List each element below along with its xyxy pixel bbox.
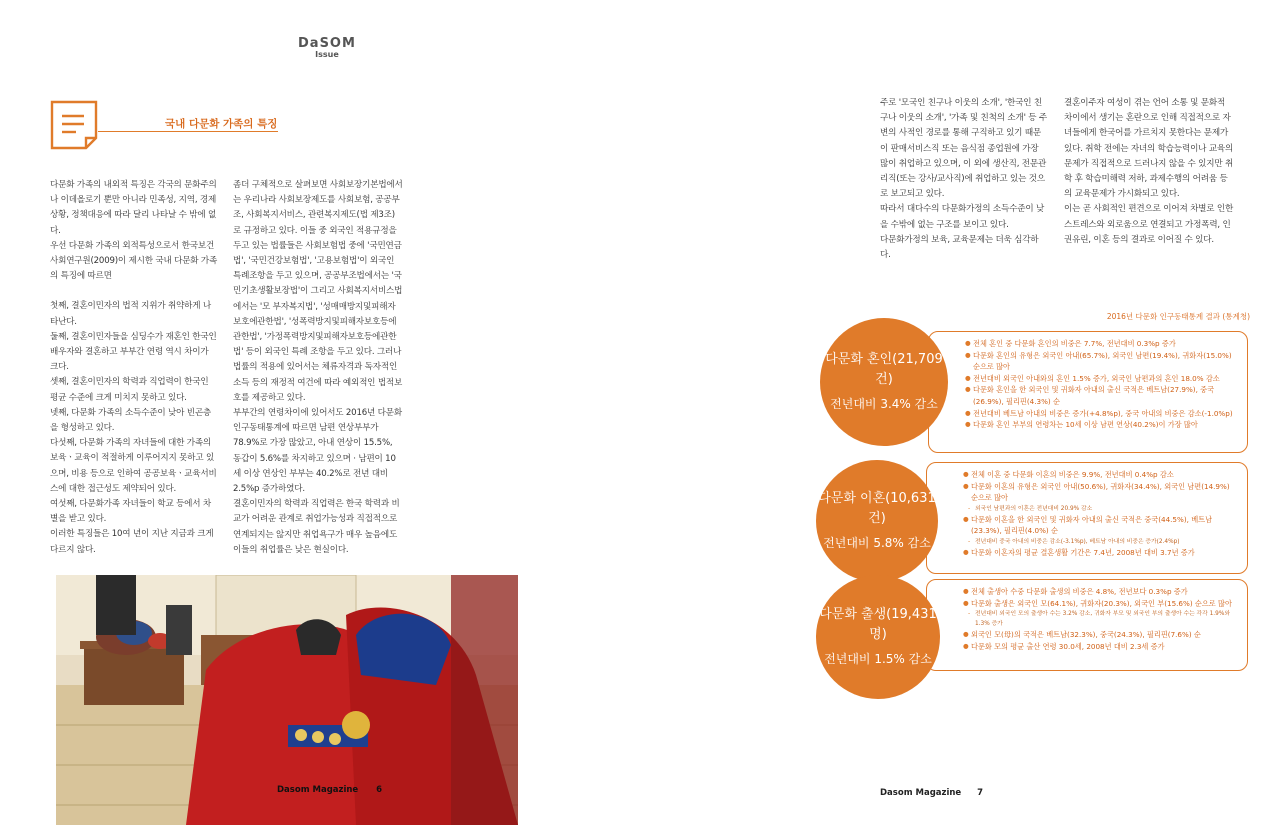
stat-bullet: ● 다문화 이혼의 유형은 외국인 아내(50.6%), 귀화자(34.4%), 외국인 남편(14.9%) 순으로 많아 (963, 481, 1237, 504)
paragraph: 둘째, 결혼이민자들을 심딩수가 재혼인 한국인 배우자와 결혼하고 부부간 연령 역시 차이가 크다. (50, 331, 217, 373)
paragraph: 주로 '모국인 친구나 이웃의 소개', '한국인 친구나 이웃의 소개', '가족 및 친척의 소개' 등 주변의 사적인 경로를 통해 구직하고 있기 때문이 판매서비스직 또는 음식점 종업원에 가장 많이 취업하고 있으며, 이 외에 생산직, 전문관리직(또는 강사/교사직)에 취업하고 있는 것으로 보고되고 있다. (880, 98, 1048, 200)
stat-label: 다문화 혼인(21,709건) (825, 352, 943, 387)
stat-bullet: ● 전년대비 외국인 아내와의 혼인 1.5% 증가, 외국인 남편과의 혼인 18.0% 감소 (965, 373, 1237, 385)
paragraph: 좀더 구체적으로 살펴보면 사회보장기본법에서는 우리나라 사회보장제도를 사회보험, 공공부조, 사회복지서비스, 관련복지제도(법 제3조)로 규정하고 있다. 이들 중 외국인 적용규정을 두고 있는 법률들은 사회보험법 중에 '국민연금법', '국민건강보험법', '고용보험법'이 외국인 특례조항을 두고 있으며, 공공부조법에서는 '국민기초생활보장법'이 그리고 사회복지서비스법에서는 '모 부자복지법', '성매매방지및피해자보호에관한법', '성폭력방지및피해자보호등에관한법', '가정폭력방지및피해자보호등에관한법' 등이 외국인 특례 조항을 두고 있다. 그러나 법률의 적용에 있어서는 체류자격과 독자적인 소득 등의 재정적 여건에 따라 예외적인 법적보호를 제공하고 있다. (233, 180, 403, 403)
paragraph: 우선 다문화 가족의 외적특성으로서 한국보건사회연구원(2009)이 제시한 국내 다문화 가족의 특징에 따르면 (50, 240, 218, 282)
section-underline (98, 131, 278, 132)
section-title: 국내 다문화 가족의 특징 (165, 118, 278, 130)
stat-sub-bullet: - 전년대비 중국 아내의 비중은 감소(-3.1%p), 베트남 아내의 비중은 증가(2.4%p) (963, 537, 1237, 547)
stat-sub-bullet: - 외국인 남편과의 이혼은 전년대비 20.9% 감소 (963, 504, 1237, 514)
paragraph: 다문화가정의 보육, 교육문제는 더욱 심각하다. (880, 234, 1039, 261)
page-footer-right (880, 788, 983, 798)
paragraph: 부부간의 연령차이에 있어서도 2016년 다문화 인구동태통계에 따르면 남편 연상부부가 78.9%로 가장 많았고, 아내 연상이 15.5%, 동갑이 5.6%를 차지하고 있으며 · 남편이 10세 이상 연상인 부부는 40.2%로 전년 대비 2.5%p 증가하였다. (233, 408, 402, 495)
paragraph: 첫째, 결혼이민자의 법적 지위가 취약하게 나타난다. (50, 301, 212, 327)
stat-bullet: ● 다문화 혼인의 유형은 외국인 아내(65.7%), 외국인 남편(19.4%), 귀화자(15.0%) 순으로 많아 (965, 350, 1237, 373)
stat-bullet: ● 다문화 이혼을 한 외국인 및 귀화자 아내의 출신 국적은 중국(44.5%), 베트남(23.3%), 필리핀(4.0%) 순 (963, 514, 1237, 537)
birth-stats-box (926, 579, 1248, 671)
stat-bullet: ● 다문화 혼인을 한 외국인 및 귀화자 아내의 출신 국적은 베트남(27.9%), 중국(26.9%), 필리핀(4.3%) 순 (965, 384, 1237, 407)
stat-bullet: ● 다문화 출생은 외국인 모(64.1%), 귀화자(20.3%), 외국인 부(15.6%) 순으로 많아 (963, 598, 1237, 610)
stat-bullet: ● 전체 이혼 중 다문화 이혼의 비중은 9.9%, 전년대비 0.4%p 감소 (963, 469, 1237, 481)
paragraph: 결혼이민자의 학력과 직업력은 한국 학력과 비교가 어려운 관계로 취업가능성과 직접적으로 연계되지는 않지만 취업욕구가 매우 높음에도 이들의 취업률은 낮은 현실이다. (233, 499, 400, 555)
paragraph: 셋째, 결혼이민자의 학력과 직업력이 한국인 평균 수준에 크게 미치지 못하고 있다. (50, 377, 209, 403)
paragraph: 다섯째, 다문화 가족의 자녀들에 대한 가족의 보육ㆍ교육이 적절하게 이루어지지 못하고 있으며, 비용 등으로 인하여 공공보육ㆍ교육서비스에 대한 접근성도 제약되어 있다. (50, 438, 217, 494)
paragraph: 이는 곧 사회적인 편견으로 이어져 차별로 인한 스트레스와 외로움으로 연결되고 가정폭력, 인권유린, 이혼 등의 결과로 이어질 수 있다. (1064, 204, 1234, 245)
stat-bullet: ● 전체 혼인 중 다문화 혼인의 비중은 7.7%, 전년대비 0.3%p 증가 (965, 338, 1237, 350)
folio-magazine: Dasom Magazine (277, 785, 359, 795)
folio-magazine: Dasom Magazine (880, 788, 962, 798)
memo-icon (50, 100, 100, 150)
stat-bullet: ● 다문화 혼인 부부의 연령차는 10세 이상 남편 연상(40.2%)이 가장 많아 (965, 419, 1237, 431)
right-column-2 (1064, 96, 1234, 248)
paragraph: 넷째, 다문화 가족의 소득수준이 낮아 빈곤층을 형성하고 있다. (50, 407, 212, 434)
stat-label: 다문화 이혼(10,631건) (818, 491, 936, 526)
paragraph: 여섯째, 다문화가족 자녀들이 학교 등에서 차별을 받고 있다. (50, 499, 212, 525)
stat-sub-bullet: - 전년대비 외국인 모의 출생아 수는 3.2% 감소, 귀화자 부모 및 외국인 부의 출생아 수는 각각 1.9%와 1.3% 증가 (963, 609, 1237, 629)
divorce-stat-circle (816, 460, 938, 582)
marriage-stats-box (928, 331, 1248, 453)
paragraph: 이러한 특징들은 10여 년이 지난 지금과 크게 다르지 않다. (50, 529, 214, 555)
stat-bullet: ● 전년대비 베트남 아내의 비중은 증가(+4.8%p), 중국 아내의 비중은 감소(-1.0%p) (965, 408, 1237, 420)
birth-stat-circle (816, 575, 940, 699)
right-column-1 (880, 96, 1048, 263)
stat-label: 다문화 출생(19,431명) (819, 607, 937, 642)
stat-change: 전년대비 5.8% 감소 (823, 536, 931, 550)
brand-name: DaSOM (298, 36, 356, 51)
paragraph: 따라서 대다수의 다문화가정의 소득수준이 낮을 수밖에 없는 구조를 보이고 있다. (880, 204, 1045, 230)
stat-change: 전년대비 3.4% 감소 (830, 397, 938, 411)
stat-bullet: ● 다문화 이혼자의 평균 결혼생활 기간은 7.4년, 2008년 대비 3.7년 증가 (963, 547, 1237, 559)
marriage-stat-circle (820, 318, 948, 446)
statistics-source-caption: 2016년 다문화 인구동태통계 결과 (통계청) (1106, 312, 1250, 321)
paragraph: 다문화 가족의 내외적 특징은 각국의 문화주의나 이데올로기 뿐만 아니라 민족성, 지역, 경제상황, 정책대응에 따라 달리 나타날 수 밖에 없다. (50, 180, 217, 236)
stat-bullet: ● 다문화 모의 평균 출산 연령 30.0세, 2008년 대비 2.3세 증가 (963, 641, 1237, 653)
stat-bullet: ● 외국인 모(母)의 국적은 베트남(32.3%), 중국(24.3%), 필리핀(7.6%) 순 (963, 629, 1237, 641)
stat-change: 전년대비 1.5% 감소 (824, 652, 932, 666)
magazine-brand (298, 36, 356, 59)
divorce-stats-box (926, 462, 1248, 574)
page-footer-left (277, 785, 382, 795)
left-column-1 (50, 178, 218, 558)
folio-page-number: 6 (376, 785, 383, 795)
left-column-2 (233, 178, 403, 558)
stat-bullet: ● 전체 출생아 수중 다문화 출생의 비중은 4.8%, 전년보다 0.3%p 증가 (963, 586, 1237, 598)
brand-section: Issue (315, 50, 339, 59)
folio-page-number: 7 (977, 788, 984, 798)
paragraph: 결혼이주자 여성이 겪는 언어 소통 및 문화적 차이에서 생기는 혼란으로 인해 직접적으로 자녀들에게 한국어를 가르치지 못한다는 문제가 있다. 취학 전에는 자녀의 학습능력이나 교육의 문제가 직접적으로 드러나지 않을 수 있지만 취학 후 학습미해력 저하, 과제수행의 어려움 등의 교육문제가 가시화되고 있다. (1064, 98, 1234, 200)
